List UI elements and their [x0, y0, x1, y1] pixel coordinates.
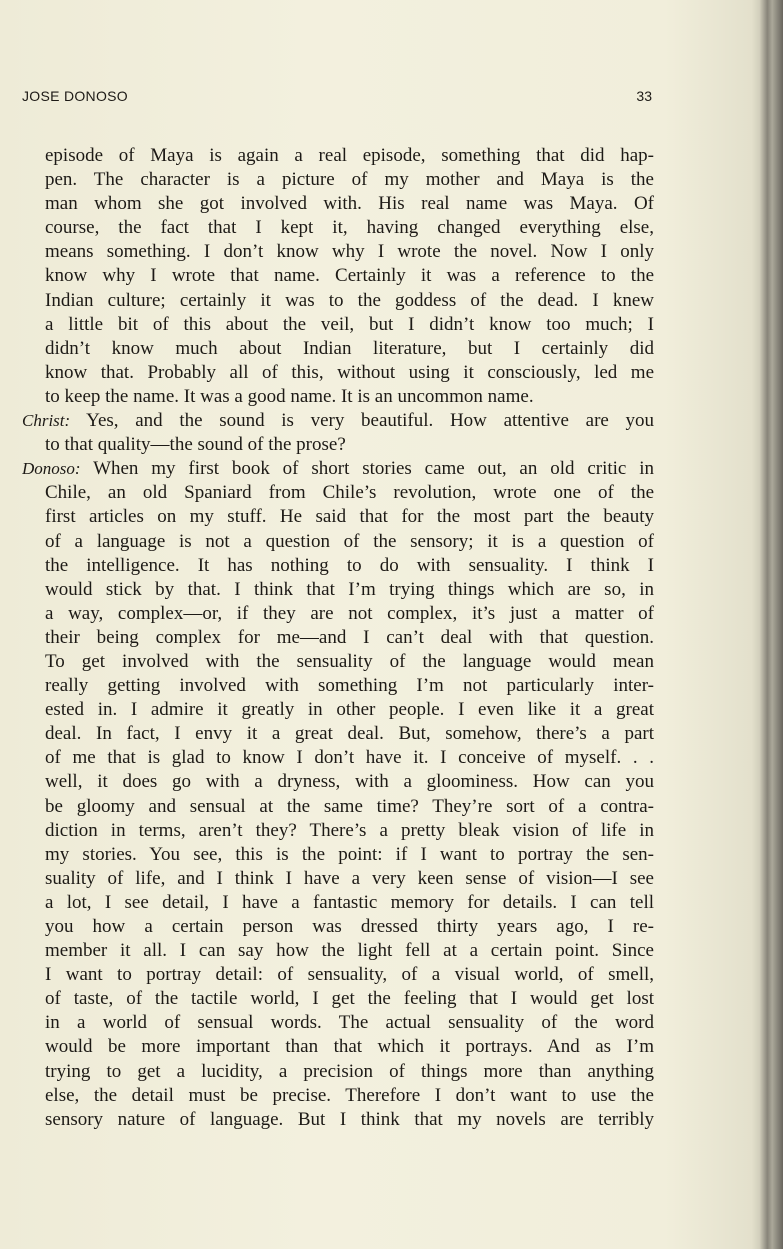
text-line — [22, 578, 654, 602]
text-line — [22, 795, 654, 819]
line-text — [45, 674, 654, 698]
line-text — [45, 192, 654, 216]
running-head-author: JOSE DONOSO — [22, 88, 128, 104]
text-line — [22, 457, 654, 481]
line-content: episode of Maya is again a real episode, something that did hap- — [45, 145, 654, 166]
line-content: know why I wrote that name. Certainly it was a reference to the — [45, 265, 654, 287]
text-line — [22, 1035, 654, 1059]
line-text — [45, 505, 654, 529]
line-content: suality of life, and I think I have a very keen sense of vision—I see — [45, 867, 654, 889]
line-content: diction in terms, aren’t they? There’s a pretty bleak vision of life in — [45, 819, 654, 841]
line-content: course, the fact that I kept it, having changed everything else, — [45, 217, 654, 239]
text-line — [22, 240, 654, 264]
text-line — [22, 674, 654, 698]
line-content: to keep the name. It was a good name. It is an uncommon name. — [45, 385, 534, 407]
text-line — [22, 770, 654, 794]
line-text — [22, 409, 654, 433]
line-text — [45, 216, 654, 240]
line-content: a way, complex—or, if they are not complex, it’s just a matter of — [45, 602, 654, 624]
line-text — [45, 361, 654, 385]
line-content: To get involved with the sensuality of the language would mean — [45, 650, 654, 672]
speaker-label: Christ: — [22, 411, 71, 431]
line-content: I want to portray detail: of sensuality, of a visual world, of smell, — [45, 964, 654, 986]
text-line — [22, 144, 654, 168]
line-text — [45, 1108, 654, 1132]
line-text — [45, 578, 654, 602]
text-line — [22, 433, 654, 457]
line-content: first articles on my stuff. He said that for the most part the beauty — [45, 506, 654, 528]
line-text — [45, 530, 654, 554]
text-line — [22, 168, 654, 192]
text-line — [22, 385, 654, 409]
interview-text — [22, 144, 654, 1132]
text-line — [22, 722, 654, 746]
line-content: sensory nature of language. But I think that my novels are terribly — [45, 1108, 654, 1130]
text-line — [22, 891, 654, 915]
line-text — [45, 891, 654, 915]
line-content: the intelligence. It has nothing to do with sensuality. I think I — [45, 554, 654, 576]
line-text — [45, 698, 654, 722]
line-content: to that quality—the sound of the prose? — [45, 434, 346, 456]
line-content: ested in. I admire it greatly in other people. I even like it a great — [45, 699, 654, 721]
line-text — [45, 168, 654, 192]
text-line — [22, 939, 654, 963]
line-content: you how a certain person was dressed thirty years ago, I re- — [45, 916, 654, 937]
text-line — [22, 505, 654, 529]
text-line — [22, 626, 654, 650]
line-content: When my first book of short stories came out, an old critic in — [93, 458, 654, 480]
line-content: a little bit of this about the veil, but I didn’t know too much; I — [45, 313, 654, 335]
text-line — [22, 1084, 654, 1108]
line-text — [45, 939, 654, 963]
line-text — [45, 289, 654, 313]
line-content: Chile, an old Spaniard from Chile’s revolution, wrote one of the — [45, 482, 654, 504]
line-text — [45, 963, 654, 987]
line-content: well, it does go with a dryness, with a gloominess. How can you — [45, 771, 654, 793]
text-line — [22, 1060, 654, 1084]
line-content: would stick by that. I think that I’m trying things which are so, in — [45, 578, 654, 600]
line-text — [45, 770, 654, 794]
text-line — [22, 1011, 654, 1035]
text-line — [22, 843, 654, 867]
line-content: really getting involved with something I’m not particularly inter- — [45, 675, 654, 697]
line-text — [45, 1060, 654, 1084]
line-text — [22, 457, 654, 481]
text-line — [22, 915, 654, 939]
line-text — [45, 1035, 654, 1059]
line-text — [45, 337, 654, 361]
line-content: means something. I don’t know why I wrote the novel. Now I only — [45, 241, 654, 263]
line-text — [45, 554, 654, 578]
line-content: would be more important than that which it portrays. And as I’m — [45, 1036, 654, 1058]
text-line — [22, 264, 654, 288]
line-text — [45, 626, 654, 650]
line-text — [45, 819, 654, 843]
text-line — [22, 867, 654, 891]
text-line — [22, 481, 654, 505]
text-line — [22, 819, 654, 843]
text-line — [22, 192, 654, 216]
line-content: be gloomy and sensual at the same time? They’re sort of a contra- — [45, 795, 654, 817]
line-content: know that. Probably all of this, without using it consciously, led me — [45, 361, 654, 383]
line-text — [45, 433, 654, 457]
line-text — [45, 867, 654, 891]
text-line — [22, 602, 654, 626]
line-content: of me that is glad to know I don’t have it. I conceive of myself. . . — [45, 747, 654, 769]
text-line — [22, 337, 654, 361]
line-content: their being complex for me—and I can’t deal with that question. — [45, 626, 654, 648]
text-line — [22, 313, 654, 337]
text-line — [22, 216, 654, 240]
line-content: member it all. I can say how the light fell at a certain point. Since — [45, 940, 654, 962]
text-line — [22, 289, 654, 313]
text-line — [22, 361, 654, 385]
line-text — [45, 746, 654, 770]
text-line — [22, 1108, 654, 1132]
line-text — [45, 1011, 654, 1035]
text-line — [22, 530, 654, 554]
text-line — [22, 650, 654, 674]
line-content: a lot, I see detail, I have a fantastic memory for details. I can tell — [45, 891, 654, 913]
text-line — [22, 409, 654, 433]
line-text — [45, 385, 654, 409]
line-text — [45, 264, 654, 288]
text-line — [22, 987, 654, 1011]
line-content: my stories. You see, this is the point: if I want to portray the sen- — [45, 843, 654, 865]
line-content: Indian culture; certainly it was to the goddess of the dead. I knew — [45, 289, 654, 311]
line-text — [45, 843, 654, 867]
line-text — [45, 650, 654, 674]
line-content: else, the detail must be precise. Therefore I don’t want to use the — [45, 1084, 654, 1106]
text-line — [22, 698, 654, 722]
line-content: of taste, of the tactile world, I get the feeling that I would get lost — [45, 988, 654, 1010]
text-line — [22, 746, 654, 770]
text-line — [22, 554, 654, 578]
line-text — [45, 987, 654, 1011]
running-head — [22, 88, 652, 108]
line-content: didn’t know much about Indian literature, but I certainly did — [45, 337, 654, 359]
line-text — [45, 481, 654, 505]
page-binding-edge — [759, 0, 783, 1249]
line-text — [45, 722, 654, 746]
text-line — [22, 963, 654, 987]
line-content: Yes, and the sound is very beautiful. How attentive are you — [86, 410, 654, 432]
speaker-label: Donoso: — [22, 459, 81, 479]
line-text — [45, 915, 654, 939]
line-content: trying to get a lucidity, a precision of things more than anything — [45, 1060, 654, 1082]
line-text — [45, 240, 654, 264]
line-content: pen. The character is a picture of my mother and Maya is the — [45, 169, 654, 191]
line-text — [45, 795, 654, 819]
line-content: of a language is not a question of the sensory; it is a question of — [45, 530, 654, 552]
line-text — [45, 602, 654, 626]
line-text — [45, 144, 654, 168]
line-content: deal. In fact, I envy it a great deal. But, somehow, there’s a part — [45, 723, 654, 745]
line-content: in a world of sensual words. The actual sensuality of the word — [45, 1012, 654, 1034]
line-text — [45, 1084, 654, 1108]
line-content: man whom she got involved with. His real name was Maya. Of — [45, 193, 654, 215]
line-text — [45, 313, 654, 337]
page-number: 33 — [636, 88, 652, 104]
